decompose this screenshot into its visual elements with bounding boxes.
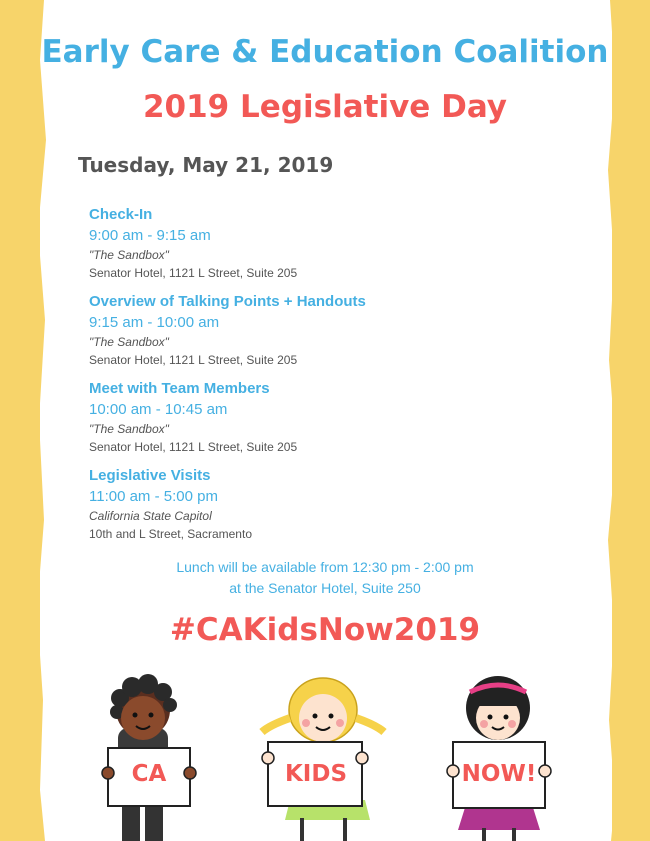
lunch-line-1: Lunch will be available from 12:30 pm - 2:00 pm <box>176 559 474 575</box>
schedule-item-title: Meet with Team Members <box>89 380 270 397</box>
schedule-item-title: Check-In <box>89 206 153 223</box>
lunch-line-2: at the Senator Hotel, Suite 250 <box>229 580 421 596</box>
coalition-title: Early Care & Education Coalition <box>41 34 609 70</box>
sign-now: NOW! <box>461 761 537 787</box>
hashtag: #CAKidsNow2019 <box>169 612 481 648</box>
kid-kids-illustration <box>262 678 384 841</box>
schedule-item <box>89 466 529 544</box>
kid-ca-illustration <box>102 674 196 841</box>
schedule-item-title: Legislative Visits <box>89 467 211 484</box>
schedule-item-address: Senator Hotel, 1121 L Street, Suite 205 <box>89 440 298 454</box>
schedule-item <box>89 292 529 370</box>
schedule-item-address: Senator Hotel, 1121 L Street, Suite 205 <box>89 266 298 280</box>
schedule <box>89 205 529 553</box>
sign-ca: CA <box>131 761 167 787</box>
schedule-item-address: 10th and L Street, Sacramento <box>89 527 252 541</box>
schedule-item-place: "The Sandbox" <box>89 422 169 436</box>
lunch-note <box>0 557 650 599</box>
event-title: 2019 Legislative Day <box>142 89 508 125</box>
schedule-item-time: 11:00 am - 5:00 pm <box>89 488 218 505</box>
kids-illustration <box>0 670 650 841</box>
schedule-item-place: "The Sandbox" <box>89 335 169 349</box>
schedule-item-time: 9:00 am - 9:15 am <box>89 227 211 244</box>
schedule-item <box>89 379 529 457</box>
schedule-item-address: Senator Hotel, 1121 L Street, Suite 205 <box>89 353 298 367</box>
schedule-item <box>89 205 529 283</box>
schedule-item-title: Overview of Talking Points + Handouts <box>89 293 366 310</box>
schedule-item-place: California State Capitol <box>89 509 212 523</box>
event-date: Tuesday, May 21, 2019 <box>78 153 334 177</box>
kid-now-illustration <box>447 676 551 841</box>
schedule-item-place: "The Sandbox" <box>89 248 169 262</box>
schedule-item-time: 10:00 am - 10:45 am <box>89 401 228 418</box>
schedule-item-time: 9:15 am - 10:00 am <box>89 314 220 331</box>
sign-kids: KIDS <box>284 761 348 787</box>
